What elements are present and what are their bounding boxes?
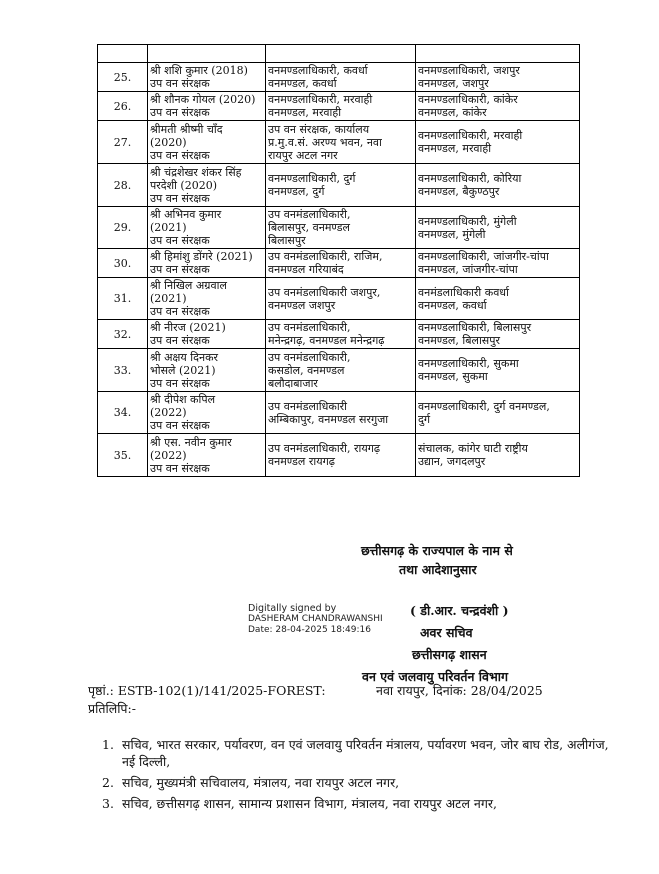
distribution-item [102,795,612,812]
officer-name-cell [148,349,266,392]
cell-line: मनेन्द्रगढ़, वनमण्डल मनेन्द्रगढ़ [268,334,385,347]
officer-name-cell [148,320,266,349]
cell-line: उप वन संरक्षक [150,376,210,390]
distribution-number: 2. [102,775,114,790]
cell-line: उप वनमंडलाधिकारी, [268,350,351,364]
cell-line: (2022) [150,406,187,419]
cell-line: श्री अभिनव कुमार [150,208,222,221]
current-post-cell [266,92,416,121]
cell-line: श्री अक्षय दिनकर [150,350,219,364]
cell-line: वनमण्डल, मुंगेली [418,227,486,241]
officer-name-cell [148,278,266,320]
new-post-cell [416,207,580,249]
endorsement-number: पृष्ठां.: ESTB-102(1)/141/2025-FOREST: [88,683,326,698]
table-row [98,207,580,249]
cell-line: उप वन संरक्षक [150,191,210,205]
table-row-top-stub [98,45,580,63]
cell-line: परदेशी (2020) [150,178,217,192]
cell-line: वनमण्डल, दुर्ग [268,185,325,198]
table-row [98,349,580,392]
cell-line: उप वन संरक्षक [150,106,210,119]
cell-line: वनमण्डल, बिलासपुर [418,334,500,347]
cell-line: वनमण्डलाधिकारी, मरवाही [418,129,523,142]
cell-line: उद्यान, जगदलपुर [418,455,486,468]
cell-line: संचालक, कांगेर घाटी राष्ट्रीय [418,442,528,455]
cell-line: श्री दीपेश कपिल [150,393,216,406]
cell-line: वनमण्डल, मरवाही [268,106,342,119]
cell-line: उप वन संरक्षक [150,77,210,90]
serial-number: 34. [98,392,148,434]
cell-line: वनमण्डल रायगढ़ [268,455,335,468]
distribution-text: सचिव, भारत सरकार, पर्यावरण, वन एवं जलवायु परिवर्तन मंत्रालय, पर्यावरण भवन, जोर बाघ रोड, अलीगंज, नई दिल्ली, [122,737,609,769]
officer-name-cell [148,249,266,278]
cell-line: वनमण्डल, मरवाही [418,142,492,155]
cell-line: श्री चंद्रशेखर शंकर सिंह [150,165,242,179]
current-post-cell [266,249,416,278]
cell-line: वनमण्डलाधिकारी, मरवाही [268,93,373,106]
table-row [98,434,580,477]
serial-number: 28. [98,164,148,207]
cell-line: उप वनमंडलाधिकारी, रायगढ़ [268,442,381,455]
new-post-cell [416,434,580,477]
cell-line: वनमंडलाधिकारी कवर्धा [418,285,509,299]
cell-line: वनमण्डलाधिकारी, कोरिया [418,172,522,185]
cell-line: वनमण्डल गरियाबंद [268,263,344,276]
table-row [98,320,580,349]
signature-date: Date: 28-04-2025 18:49:16 [248,625,371,635]
table-row [98,92,580,121]
table-row [98,278,580,320]
cell-line: श्री निखिल अग्रवाल [150,279,227,292]
officer-name-cell [148,207,266,249]
cell-line: वनमण्डलाधिकारी, कांकेर [418,93,518,106]
cell-line: वनमण्डलाधिकारी, जशपुर [418,64,520,77]
cell-line: वनमण्डलाधिकारी, दुर्ग वनमण्डल, [418,399,550,413]
distribution-number: 1. [102,737,114,752]
officer-designation: अवर सचिव [420,625,473,640]
cell-line: उप वनमंडलाधिकारी, [268,208,351,221]
distribution-list [102,736,612,816]
signature-name: DASHERAM CHANDRAWANSHI [248,614,383,624]
distribution-item [102,736,612,770]
new-post-cell [416,349,580,392]
serial-number: 30. [98,249,148,278]
cell-line: उप वन संरक्षक [150,461,210,475]
serial-number: 27. [98,121,148,164]
cell-line: श्री नीरज (2021) [150,321,226,334]
current-post-cell [266,349,416,392]
place-date: नवा रायपुर, दिनांक: 28/04/2025 [376,683,543,698]
cell-line: बिलासपुर [268,234,306,247]
cell-line: उप वन संरक्षक [150,234,210,247]
officer-government: छत्तीसगढ़ शासन [412,647,487,662]
officer-name-cell [148,164,266,207]
current-post-cell [266,320,416,349]
officer-block [362,600,509,688]
distribution-text: सचिव, छत्तीसगढ़ शासन, सामान्य प्रशासन विभाग, मंत्रालय, नवा रायपुर अटल नगर, [122,796,497,811]
current-post-cell [266,434,416,477]
officer-name-cell [148,392,266,434]
new-post-cell [416,320,580,349]
officer-name-cell [148,92,266,121]
transfer-table [97,44,580,477]
cell-line: बलौदाबाजार [268,376,318,390]
cell-line: बिलासपुर, वनमण्डल [268,221,350,234]
serial-number: 35. [98,434,148,477]
serial-number: 25. [98,63,148,92]
table-row [98,249,580,278]
new-post-cell [416,92,580,121]
cell-line: वनमण्डल, कवर्धा [268,77,337,90]
cell-line: (2020) [150,135,187,149]
cell-line: वनमण्डलाधिकारी, जांजगीर-चांपा [418,250,549,263]
cell-line: वनमण्डलाधिकारी, सुकमा [418,357,519,370]
cell-line: श्री एस. नवीन कुमार [150,435,232,449]
cell-line: उप वनमंडलाधिकारी, [268,321,351,334]
cell-line: (2021) [150,221,187,234]
cell-line: उप वन संरक्षक, कार्यालय [268,122,370,136]
cell-line: श्री हिमांशु डोंगरे (2021) [150,250,253,263]
cell-line: उप वन संरक्षक [150,148,210,162]
distribution-number: 3. [102,796,114,811]
table-row [98,121,580,164]
new-post-cell [416,392,580,434]
distribution-text: सचिव, मुख्यमंत्री सचिवालय, मंत्रालय, नवा रायपुर अटल नगर, [122,775,400,790]
current-post-cell [266,392,416,434]
transfer-table-body [98,45,580,477]
officer-name: ( डी.आर. चन्द्रवंशी ) [410,603,509,618]
serial-number: 29. [98,207,148,249]
officer-department: वन एवं जलवायु परिवर्तन विभाग [362,669,509,684]
cell-line: श्रीमती श्रीष्मी चाँद [150,122,223,136]
cell-line: उप वनमंडलाधिकारी जशपुर, [268,285,381,299]
cell-line: उप वन संरक्षक [150,305,210,318]
cell-line: दुर्ग [418,412,431,426]
cell-line: अम्बिकापुर, वनमण्डल सरगुजा [268,412,389,426]
order-line-2: तथा आदेशानुसार [399,562,477,577]
current-post-cell [266,164,416,207]
cell-line: उप वनमंडलाधिकारी [268,399,348,413]
cell-line: उप वन संरक्षक [150,334,210,347]
new-post-cell [416,249,580,278]
new-post-cell [416,121,580,164]
officer-name-cell [148,121,266,164]
order-line-1: छत्तीसगढ़ के राज्यपाल के नाम से [361,543,513,558]
new-post-cell [416,278,580,320]
distribution-item [102,774,612,791]
cell-line: वनमण्डल, कांकेर [418,106,487,119]
serial-number: 26. [98,92,148,121]
officer-name-cell [148,434,266,477]
officer-name-cell [148,63,266,92]
new-post-cell [416,164,580,207]
serial-number: 31. [98,278,148,320]
cell-line: उप वन संरक्षक [150,419,210,432]
serial-number: 33. [98,349,148,392]
table-row [98,63,580,92]
serial-number: 32. [98,320,148,349]
current-post-cell [266,207,416,249]
cell-line: वनमण्डलाधिकारी, बिलासपुर [418,321,532,334]
cell-line: कसडोल, वनमण्डल [268,363,345,377]
cell-line: (2021) [150,292,187,305]
cell-line: वनमण्डल, सुकमा [418,370,488,383]
cell-line: वनमण्डलाधिकारी, दुर्ग [268,172,356,185]
table-row [98,392,580,434]
cell-line: वनमण्डलाधिकारी, मुंगेली [418,214,517,228]
new-post-cell [416,63,580,92]
cell-line: भोसले (2021) [150,363,216,377]
current-post-cell [266,121,416,164]
current-post-cell [266,63,416,92]
cell-line: उप वन संरक्षक [150,263,210,276]
cell-line: वनमण्डल, जांजगीर-चांपा [418,263,518,276]
cell-line: (2022) [150,448,187,462]
cell-line: वनमण्डलाधिकारी, कवर्धा [268,64,368,77]
cell-line: प्र.मु.व.सं. अरण्य भवन, नवा [268,135,382,149]
table-row [98,164,580,207]
cell-line: रायपुर अटल नगर [268,148,338,162]
current-post-cell [266,278,416,320]
cell-line: वनमण्डल, कवर्धा [418,298,487,312]
copy-to-label: प्रतिलिपि:- [88,701,136,716]
cell-line: श्री शौनक गोयल (2020) [150,93,256,106]
cell-line: श्री शशि कुमार (2018) [150,64,248,77]
cell-line: वनमण्डल जशपुर [268,298,336,312]
order-authority [361,541,513,579]
signature-label: Digitally signed by [248,603,337,614]
cell-line: वनमण्डल, जशपुर [418,77,489,90]
cell-line: वनमण्डल, बैकुण्ठपुर [418,185,500,198]
cell-line: उप वनमंडलाधिकारी, राजिम, [268,250,383,263]
